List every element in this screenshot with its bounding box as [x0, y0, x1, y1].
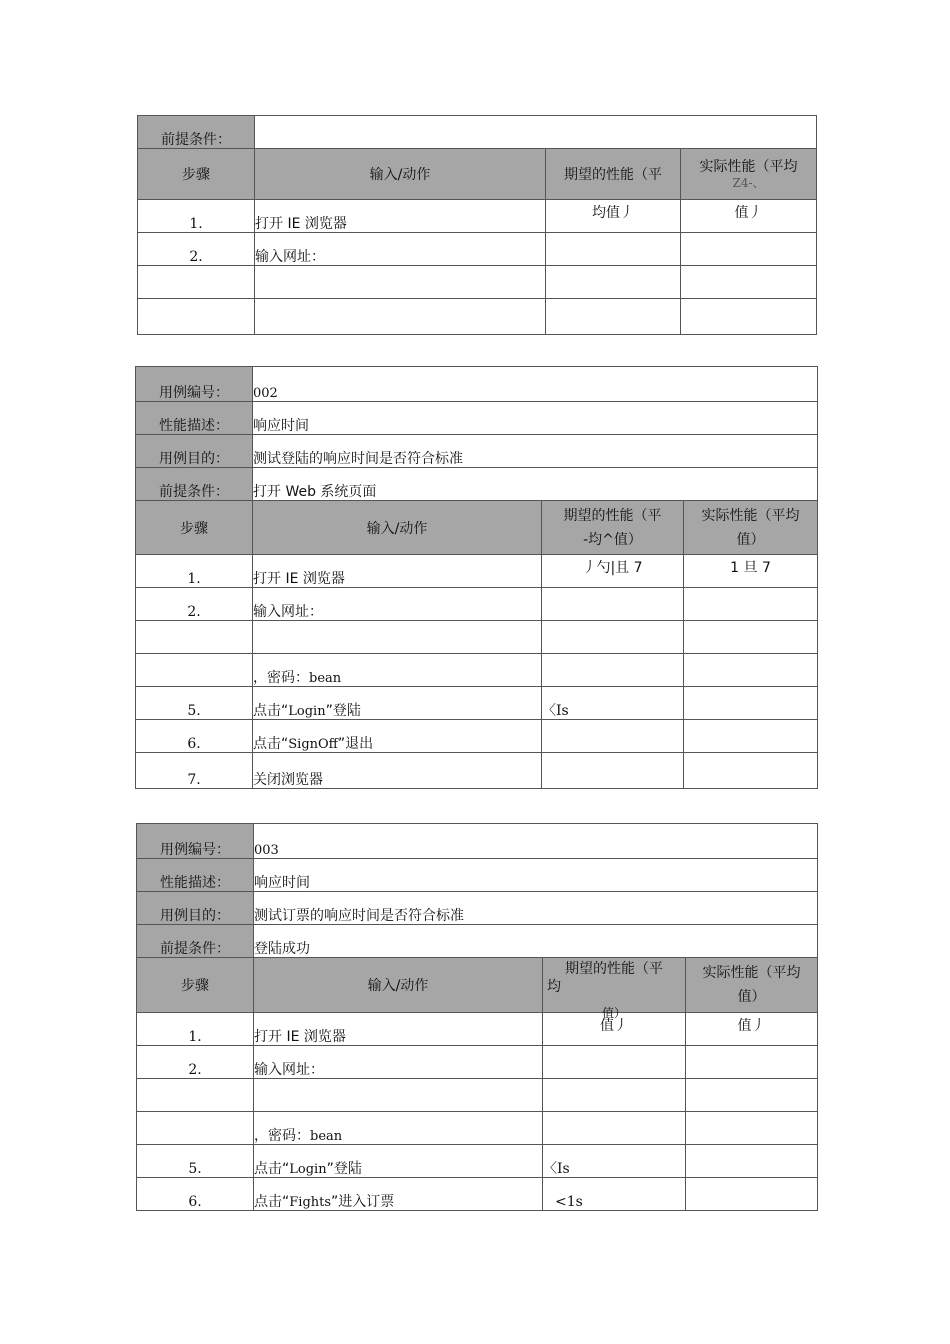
step-number	[136, 654, 253, 687]
step-actual	[686, 1079, 818, 1112]
step-number	[136, 621, 253, 654]
test-case-table-1	[137, 115, 817, 335]
step-action: 输入网址：	[254, 1046, 543, 1079]
precondition-label: 前提条件：	[138, 116, 255, 149]
step-expected	[543, 1112, 686, 1145]
step-actual	[684, 720, 818, 753]
step-action: 输入网址：	[255, 233, 546, 266]
step-expected: <1s	[543, 1178, 686, 1211]
step-number: 2.	[136, 588, 253, 621]
step-action	[255, 299, 546, 335]
case-id-value: 003	[254, 824, 818, 859]
step-expected	[542, 753, 684, 789]
step-action: 输入网址：	[253, 588, 542, 621]
header-step: 步骤	[136, 501, 253, 555]
header-action: 输入/动作	[253, 501, 542, 555]
perf-desc-label: 性能描述：	[136, 402, 253, 435]
header-expected: 期望的性能（平	[546, 149, 681, 200]
perf-desc-value: 响应时间	[254, 859, 818, 892]
step-actual	[684, 588, 818, 621]
step-actual	[681, 266, 817, 299]
step-actual: 1 旦 7	[684, 555, 818, 588]
step-expected: 〈Is	[543, 1145, 686, 1178]
step-expected	[542, 621, 684, 654]
step-actual	[681, 233, 817, 266]
step-action: 打开 IE 浏览器	[254, 1013, 543, 1046]
step-number	[137, 1112, 254, 1145]
case-id-value: 002	[253, 367, 818, 402]
step-number: 2.	[138, 233, 255, 266]
step-action: 点击“SignOff”退出	[253, 720, 542, 753]
step-number: 5.	[137, 1145, 254, 1178]
header-action: 输入/动作	[255, 149, 546, 200]
case-id-label: 用例编号：	[136, 367, 253, 402]
step-expected: 〈Is	[542, 687, 684, 720]
step-number: 1.	[136, 555, 253, 588]
header-expected: 期望的性能（平 均 值）	[543, 958, 686, 1013]
step-expected	[542, 588, 684, 621]
step-action: 打开 IE 浏览器	[253, 555, 542, 588]
purpose-label: 用例目的：	[136, 435, 253, 468]
step-action	[254, 1079, 543, 1112]
case-id-label: 用例编号：	[137, 824, 254, 859]
step-actual	[686, 1046, 818, 1079]
test-case-table-3	[136, 823, 818, 1211]
step-action: ，密码：bean	[253, 654, 542, 687]
step-actual: 值丿	[686, 1013, 818, 1046]
perf-desc-label: 性能描述：	[137, 859, 254, 892]
step-number	[137, 1079, 254, 1112]
step-number: 2.	[137, 1046, 254, 1079]
step-actual	[684, 654, 818, 687]
step-action: 打开 IE 浏览器	[255, 200, 546, 233]
step-expected	[542, 720, 684, 753]
header-step: 步骤	[137, 958, 254, 1013]
purpose-label: 用例目的：	[137, 892, 254, 925]
header-expected: 期望的性能（平 -均^值）	[542, 501, 684, 555]
step-expected	[542, 654, 684, 687]
header-actual: 实际性能（平均 值）	[684, 501, 818, 555]
precondition-value: 打开 Web 系统页面	[253, 468, 818, 501]
step-actual: 值丿	[681, 200, 817, 233]
purpose-value: 测试登陆的响应时间是否符合标准	[253, 435, 818, 468]
step-expected: 丿勺|且 7	[542, 555, 684, 588]
step-expected	[546, 233, 681, 266]
step-number	[138, 266, 255, 299]
step-number: 5.	[136, 687, 253, 720]
step-action: 点击“Fights”进入订票	[254, 1178, 543, 1211]
header-step: 步骤	[138, 149, 255, 200]
header-actual: 实际性能（平均 Z4-、	[681, 149, 817, 200]
step-actual	[684, 687, 818, 720]
precondition-value	[255, 116, 817, 149]
step-actual	[686, 1145, 818, 1178]
step-expected	[546, 299, 681, 335]
precondition-label: 前提条件：	[137, 925, 254, 958]
step-actual	[681, 299, 817, 335]
step-number	[138, 299, 255, 335]
step-expected: 均值丿	[546, 200, 681, 233]
step-expected: 值丿	[543, 1013, 686, 1046]
step-number: 6.	[136, 720, 253, 753]
step-expected	[543, 1079, 686, 1112]
step-action: 点击“Login”登陆	[254, 1145, 543, 1178]
perf-desc-value: 响应时间	[253, 402, 818, 435]
test-case-table-2	[135, 366, 818, 789]
step-expected	[546, 266, 681, 299]
step-number: 1.	[138, 200, 255, 233]
step-actual	[684, 621, 818, 654]
step-number: 6.	[137, 1178, 254, 1211]
header-actual: 实际性能（平均 值）	[686, 958, 818, 1013]
step-number: 1.	[137, 1013, 254, 1046]
purpose-value: 测试订票的响应时间是否符合标准	[254, 892, 818, 925]
step-actual	[684, 753, 818, 789]
precondition-label: 前提条件：	[136, 468, 253, 501]
step-actual	[686, 1112, 818, 1145]
step-actual	[686, 1178, 818, 1211]
step-number: 7.	[136, 753, 253, 789]
step-action: 关闭浏览器	[253, 753, 542, 789]
step-action	[255, 266, 546, 299]
step-action	[253, 621, 542, 654]
step-action: 点击“Login”登陆	[253, 687, 542, 720]
header-action: 输入/动作	[254, 958, 543, 1013]
step-action: ，密码：bean	[254, 1112, 543, 1145]
step-expected	[543, 1046, 686, 1079]
precondition-value: 登陆成功	[254, 925, 818, 958]
